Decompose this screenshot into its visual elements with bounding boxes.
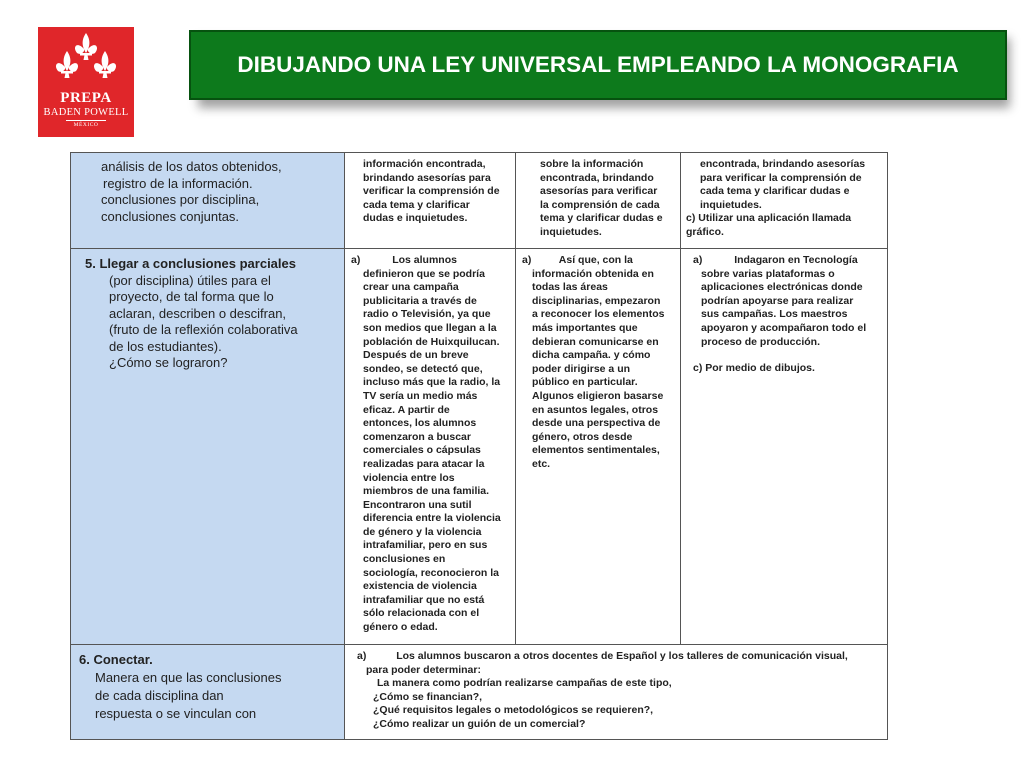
- text-line: podrían apoyarse para realizar: [701, 294, 854, 307]
- text-line: La manera como podrían realizarse campañas de este tipo,: [377, 677, 672, 690]
- text-line: de género y la violencia: [363, 525, 482, 538]
- text-line: encontrada, brindando asesorías: [700, 158, 866, 170]
- list-marker: a): [357, 650, 367, 662]
- text-line: debieran comunicarse en: [532, 335, 659, 348]
- text-line: ¿Cómo se lograron?: [109, 355, 228, 370]
- row3-left-cell: [71, 645, 345, 740]
- text-line: definieron que se podría: [363, 267, 485, 280]
- text-line: conclusiones conjuntas.: [101, 208, 240, 224]
- logo-text-prepa: PREPA: [60, 90, 112, 106]
- text-line: dudas e inquietudes.: [363, 212, 468, 225]
- step-6-heading: 6. Conectar.: [79, 652, 153, 667]
- text-line: la comprensión de cada: [540, 198, 660, 211]
- text-line: ¿Cómo se financian?,: [373, 690, 483, 703]
- text-line: Encontraron una sutil: [363, 498, 472, 511]
- row2-left-cell: [71, 249, 345, 645]
- text-line: comenzaron a buscar: [363, 430, 471, 443]
- row1-col3-cell: [681, 153, 888, 249]
- text-line: intrafamiliar que no está: [363, 593, 485, 606]
- table-row-continuation: [71, 153, 888, 249]
- text-line: conclusiones en: [363, 553, 446, 566]
- step-5-heading: 5. Llegar a conclusiones parciales: [85, 256, 296, 271]
- text-line: cada tema y clarificar: [363, 198, 470, 211]
- text-line: Algunos eligieron basarse: [532, 389, 664, 402]
- text-line: proceso de producción.: [701, 335, 821, 348]
- text-line: eficaz. A partir de: [363, 403, 450, 416]
- text-line: c) Utilizar una aplicación llamada: [686, 212, 852, 225]
- text-line: aclaran, describen o descifran,: [109, 305, 287, 321]
- row2-col2-cell: [516, 249, 681, 645]
- logo-text-mexico: MÉXICO: [73, 122, 99, 128]
- text-line: intrafamiliar, pero en sus: [363, 539, 488, 552]
- text-line: aplicaciones electrónicas donde: [701, 281, 863, 294]
- text-line: gráfico.: [686, 225, 724, 238]
- row1-left-cell: [71, 153, 345, 249]
- text-line: violencia entre los: [363, 471, 455, 484]
- text-line: Después de un breve: [363, 349, 469, 362]
- text-line: dicha campaña. y cómo: [532, 349, 651, 362]
- list-item-first-line: [357, 650, 881, 664]
- text-line: sólo relacionada con el: [363, 607, 480, 620]
- text-line: proyecto, de tal forma que lo: [109, 289, 274, 304]
- text-line: Manera en que las conclusiones: [95, 669, 282, 685]
- text-line: desde una perspectiva de: [532, 417, 661, 430]
- text-line: sobre varias plataformas o: [701, 267, 835, 280]
- row2-col3-cell: [681, 249, 888, 645]
- text-line: inquietudes.: [540, 225, 602, 238]
- text-line: existencia de violencia: [363, 580, 477, 593]
- text-line: verificar la comprensión de: [363, 185, 500, 198]
- page-title: DIBUJANDO UNA LEY UNIVERSAL EMPLEANDO LA MONOGRAFIA: [237, 52, 959, 77]
- text-line: sus campañas. Los maestros: [701, 308, 848, 321]
- text-span: Indagaron en Tecnología: [734, 254, 858, 266]
- text-line: disciplinarias, empezaron: [532, 294, 661, 307]
- text-line: encontrada, brindando: [540, 171, 654, 184]
- list-marker: a): [693, 254, 703, 266]
- text-line: publicitaria a través de: [363, 294, 477, 307]
- text-line: en asuntos legales, otros: [532, 403, 659, 416]
- text-line: etc.: [532, 457, 551, 470]
- text-line: miembros de una familia.: [363, 485, 490, 498]
- text-line: género, otros desde: [532, 430, 633, 443]
- text-line: asesorías para verificar: [540, 185, 658, 198]
- text-line: a reconocer los elementos: [532, 308, 665, 321]
- text-line: de los estudiantes).: [109, 338, 222, 354]
- text-line: radio o Televisión, ya que: [363, 308, 491, 321]
- text-line: apoyaron y acompañaron todo el: [701, 321, 867, 334]
- list-item-first-line: [522, 254, 674, 268]
- table-row-step-5: [71, 249, 888, 645]
- text-line: ¿Qué requisitos legales o metodológicos se requieren?,: [373, 704, 654, 717]
- logo-text-baden-powell: BADEN POWELL: [43, 107, 129, 118]
- text-line: TV sería un medio más: [363, 389, 478, 402]
- text-line: comerciales o cápsulas: [363, 444, 481, 457]
- fleur-de-lis-icon: [54, 31, 118, 89]
- row2-col1-cell: [345, 249, 516, 645]
- text-line: sobre la información: [540, 158, 644, 170]
- text-line: incluso más que la radio, la: [363, 376, 501, 389]
- text-span: Los alumnos: [392, 254, 457, 266]
- text-span: Así que, con la: [558, 254, 633, 266]
- text-line: población de Huixquilucan.: [363, 335, 500, 348]
- text-line: todas las áreas: [532, 281, 608, 294]
- text-line: ¿Cómo realizar un guión de un comercial?: [373, 717, 586, 730]
- text-line: público en particular.: [532, 376, 638, 389]
- text-line: sondeo, se detectó que,: [363, 362, 483, 375]
- list-marker: a): [351, 254, 361, 266]
- text-line: cada tema y clarificar dudas e: [700, 185, 850, 198]
- text-line: (fruto de la reflexión colaborativa: [109, 322, 298, 337]
- text-span: Los alumnos buscaron a otros docentes de Español y los talleres de comunicación visual,: [396, 650, 848, 662]
- title-banner: [189, 30, 1007, 100]
- list-item-first-line: [693, 254, 881, 268]
- school-logo: [38, 27, 134, 137]
- row1-col2-cell: [516, 153, 681, 249]
- text-line: género o edad.: [363, 621, 438, 634]
- text-line: para poder determinar:: [366, 663, 481, 676]
- text-line: respuesta o se vinculan con: [95, 705, 257, 721]
- table-row-step-6: [71, 645, 888, 740]
- list-item-first-line: [351, 254, 509, 268]
- text-line: realizadas para atacar la: [363, 457, 485, 470]
- text-line: c) Por medio de dibujos.: [693, 362, 815, 375]
- row1-col1-cell: [345, 153, 516, 249]
- text-line: análisis de los datos obtenidos,: [101, 159, 282, 174]
- text-line: brindando asesorías para: [363, 171, 491, 184]
- text-line: registro de la información.: [103, 175, 253, 191]
- text-line: información encontrada,: [363, 158, 486, 170]
- text-line: crear una campaña: [363, 281, 459, 294]
- text-line: para verificar la comprensión de: [700, 171, 862, 184]
- text-line: poder dirigirse a un: [532, 362, 631, 375]
- monograph-table: [70, 152, 888, 740]
- text-line: tema y clarificar dudas e: [540, 212, 663, 225]
- text-line: (por disciplina) útiles para el: [109, 272, 271, 288]
- text-line: sociología, reconocieron la: [363, 566, 499, 579]
- text-line: entonces, los alumnos: [363, 417, 477, 430]
- text-line: elementos sentimentales,: [532, 444, 660, 457]
- text-line: de cada disciplina dan: [95, 687, 224, 703]
- text-line: conclusiones por disciplina,: [101, 192, 260, 207]
- text-line: información obtenida en: [532, 267, 654, 280]
- text-line: diferencia entre la violencia: [363, 512, 501, 525]
- text-line: son medios que llegan a la: [363, 321, 497, 334]
- text-line: más importantes que: [532, 321, 638, 334]
- logo-divider: [66, 120, 106, 121]
- row3-content-cell: [345, 645, 888, 740]
- text-line: inquietudes.: [700, 198, 762, 211]
- list-marker: a): [522, 254, 532, 266]
